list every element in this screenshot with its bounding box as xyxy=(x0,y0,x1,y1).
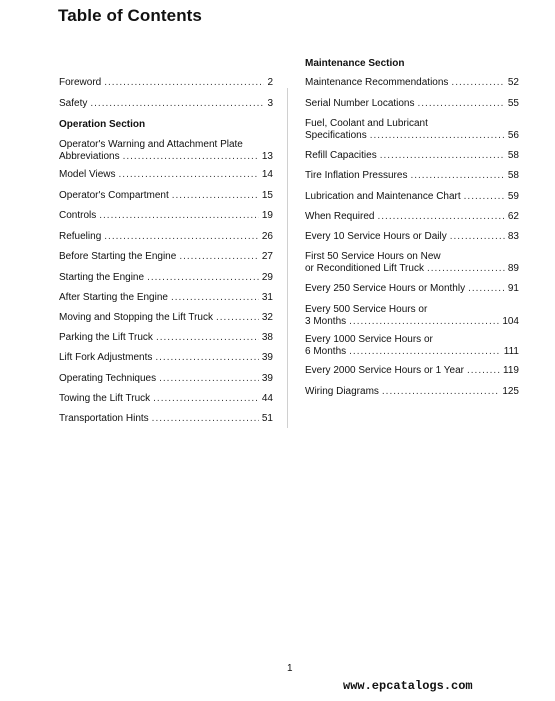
toc-entry[interactable] xyxy=(305,386,519,398)
toc-entry-label-line1: First 50 Service Hours on New xyxy=(305,251,441,262)
toc-entry-page: 39 xyxy=(261,373,273,384)
leader-dots xyxy=(147,272,259,284)
toc-entry-page: 51 xyxy=(261,413,273,424)
toc-entry-label: Moving and Stopping the Lift Truck xyxy=(59,312,213,323)
toc-entry-label: Operating Techniques xyxy=(59,373,157,384)
toc-entry-page: 62 xyxy=(507,211,519,222)
leader-dots xyxy=(90,98,264,110)
toc-entry-label-line1: Fuel, Coolant and Lubricant xyxy=(305,118,428,129)
toc-entry-label: After Starting the Engine xyxy=(59,292,168,303)
toc-entry[interactable] xyxy=(59,413,273,425)
leader-dots xyxy=(153,393,259,405)
toc-entry[interactable] xyxy=(305,283,519,295)
toc-entry-label: Transportation Hints xyxy=(59,413,149,424)
leader-dots xyxy=(380,150,505,162)
leader-dots xyxy=(216,312,259,324)
toc-entry-label: Lubrication and Maintenance Chart xyxy=(305,191,461,202)
leader-dots xyxy=(104,231,259,243)
toc-entry[interactable] xyxy=(305,77,519,89)
toc-entry-page: 13 xyxy=(261,151,273,162)
toc-entry[interactable] xyxy=(59,352,273,364)
leader-dots xyxy=(159,373,259,385)
toc-entry-label: Every 2000 Service Hours or 1 Year xyxy=(305,365,464,376)
leader-dots xyxy=(152,413,259,425)
toc-entry-page: 38 xyxy=(261,332,273,343)
toc-entry-label: or Reconditioned Lift Truck xyxy=(305,263,424,274)
column-divider xyxy=(287,88,288,428)
toc-entry-label: Serial Number Locations xyxy=(305,98,415,109)
toc-entry-page: 26 xyxy=(261,231,273,242)
toc-entry-label: Every 10 Service Hours or Daily xyxy=(305,231,447,242)
toc-entry-label: Refueling xyxy=(59,231,102,242)
toc-entry[interactable] xyxy=(59,139,273,163)
toc-entry-label: Specifications xyxy=(305,130,367,141)
toc-entry-label: Parking the Lift Truck xyxy=(59,332,153,343)
leader-dots xyxy=(155,352,259,364)
leader-dots xyxy=(104,77,264,89)
toc-entry-page: 32 xyxy=(261,312,273,323)
toc-entry[interactable] xyxy=(59,251,273,263)
page-number: 1 xyxy=(287,663,293,674)
leader-dots xyxy=(171,292,259,304)
leader-dots xyxy=(451,77,504,89)
toc-entry-page: 2 xyxy=(267,77,273,88)
toc-entry-page: 3 xyxy=(267,98,273,109)
toc-entry[interactable] xyxy=(305,191,519,203)
toc-entry-page: 14 xyxy=(261,169,273,180)
section-heading-maintenance: Maintenance Section xyxy=(305,58,405,69)
leader-dots xyxy=(450,231,505,243)
page-title: Table of Contents xyxy=(58,6,202,25)
toc-entry-page: 29 xyxy=(261,272,273,283)
watermark: www.epcatalogs.com xyxy=(343,679,473,693)
toc-entry-label: Abbreviations xyxy=(59,151,120,162)
leader-dots xyxy=(464,191,505,203)
toc-entry[interactable] xyxy=(59,373,273,385)
toc-entry[interactable] xyxy=(305,251,519,275)
toc-entry-label: Tire Inflation Pressures xyxy=(305,170,408,181)
leader-dots xyxy=(377,211,504,223)
toc-entry[interactable] xyxy=(59,332,273,344)
leader-dots xyxy=(427,263,505,275)
toc-entry-page: 83 xyxy=(507,231,519,242)
leader-dots xyxy=(179,251,259,263)
toc-entry-page: 104 xyxy=(502,316,519,327)
leader-dots xyxy=(349,346,501,358)
toc-entry-label: Safety xyxy=(59,98,88,109)
toc-entry[interactable] xyxy=(305,150,519,162)
toc-entry-label-line1: Operator's Warning and Attachment Plate xyxy=(59,139,243,150)
toc-entry[interactable] xyxy=(305,231,519,243)
toc-entry-page: 111 xyxy=(503,346,519,357)
toc-entry-foreword[interactable] xyxy=(59,77,273,89)
leader-dots xyxy=(99,210,259,222)
leader-dots xyxy=(349,316,499,328)
toc-entry-page: 19 xyxy=(261,210,273,221)
toc-entry-label: Before Starting the Engine xyxy=(59,251,177,262)
section-heading-operation: Operation Section xyxy=(59,119,146,130)
toc-entry-label: Towing the Lift Truck xyxy=(59,393,151,404)
toc-entry-page: 91 xyxy=(507,283,519,294)
leader-dots xyxy=(410,170,504,182)
toc-entry-page: 55 xyxy=(507,98,519,109)
toc-entry-page: 58 xyxy=(507,150,519,161)
toc-entry[interactable] xyxy=(305,365,519,377)
toc-entry-page: 119 xyxy=(503,365,519,376)
toc-entry-label: Foreword xyxy=(59,77,102,88)
leader-dots xyxy=(172,190,259,202)
toc-entry-label: 3 Months xyxy=(305,316,347,327)
toc-entry-page: 39 xyxy=(261,352,273,363)
toc-entry-label: Lift Fork Adjustments xyxy=(59,352,153,363)
toc-entry-label: Operator's Compartment xyxy=(59,190,169,201)
toc-entry-page: 27 xyxy=(261,251,273,262)
toc-entry-page: 125 xyxy=(502,386,519,397)
toc-entry-page: 15 xyxy=(261,190,273,201)
toc-entry-page: 56 xyxy=(507,130,519,141)
toc-entry-page: 89 xyxy=(507,263,519,274)
toc-entry[interactable] xyxy=(59,393,273,405)
toc-entry-label: 6 Months xyxy=(305,346,347,357)
toc-entry[interactable] xyxy=(59,169,273,181)
toc-entry-page: 58 xyxy=(507,170,519,181)
toc-entry[interactable] xyxy=(305,334,519,358)
toc-entry[interactable] xyxy=(305,170,519,182)
leader-dots xyxy=(382,386,499,398)
leader-dots xyxy=(467,365,500,377)
toc-entry-safety[interactable] xyxy=(59,98,273,110)
leader-dots xyxy=(418,98,505,110)
toc-entry-page: 31 xyxy=(261,292,273,303)
toc-entry-label: When Required xyxy=(305,211,375,222)
toc-entry[interactable] xyxy=(59,231,273,243)
toc-entry-label: Every 250 Service Hours or Monthly xyxy=(305,283,466,294)
toc-entry-page: 52 xyxy=(507,77,519,88)
leader-dots xyxy=(156,332,259,344)
toc-entry[interactable] xyxy=(305,304,519,328)
toc-entry-label: Starting the Engine xyxy=(59,272,145,283)
toc-entry-label: Maintenance Recommendations xyxy=(305,77,449,88)
toc-entry[interactable] xyxy=(59,190,273,202)
toc-entry-page: 44 xyxy=(261,393,273,404)
toc-entry[interactable] xyxy=(59,312,273,324)
toc-entry[interactable] xyxy=(305,98,519,110)
toc-entry-label-line1: Every 500 Service Hours or xyxy=(305,304,428,315)
toc-entry[interactable] xyxy=(59,272,273,284)
leader-dots xyxy=(468,283,505,295)
toc-entry-label: Controls xyxy=(59,210,97,221)
toc-entry-label: Wiring Diagrams xyxy=(305,386,379,397)
toc-entry[interactable] xyxy=(305,118,519,142)
toc-entry-label: Model Views xyxy=(59,169,116,180)
toc-entry[interactable] xyxy=(59,292,273,304)
toc-entry-label-line1: Every 1000 Service Hours or xyxy=(305,334,433,345)
toc-entry[interactable] xyxy=(59,210,273,222)
toc-entry-page: 59 xyxy=(507,191,519,202)
leader-dots xyxy=(370,130,505,142)
toc-entry-label: Refill Capacities xyxy=(305,150,377,161)
leader-dots xyxy=(123,151,259,163)
leader-dots xyxy=(119,169,259,181)
toc-entry[interactable] xyxy=(305,211,519,223)
